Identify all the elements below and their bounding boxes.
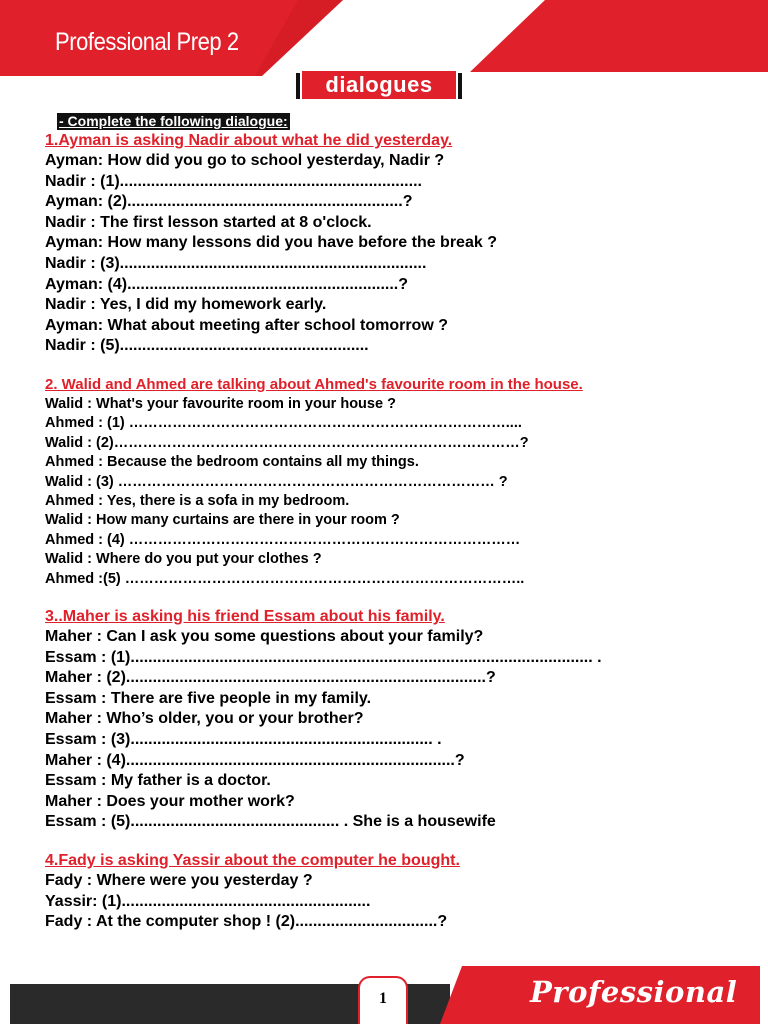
dialogue-line: Ayman: How did you go to school yesterday, Nadir ? [45,152,445,169]
dialogue-line: Walid : Where do you put your clothes ? [45,551,322,568]
dialogue-line: Walid : How many curtains are there in your room ? [45,512,400,529]
dialogue-3 [45,607,745,833]
page-number: 1 [358,976,408,1024]
dialogue-line: Maher : (4)..........................................................................? [45,751,465,769]
dialogue-line: Maher : (2).................................................................................? [45,669,496,687]
dialogue-line: Ahmed : Yes, there is a sofa in my bedroom. [45,492,350,509]
dialogue-line: Nadir : (3)..................................................................... [45,254,427,272]
dialogue-title: 1.Ayman is asking Nadir about what he did yesterday. [45,132,453,149]
dialogue-line: Yassir: (1)........................................................ [45,892,371,910]
dialogue-line: Maher : Can I ask you some questions about your family? [45,628,484,645]
dialogue-line: Maher : Does your mother work? [45,792,295,810]
dialogue-line: Essam : There are five people in my family. [45,689,372,707]
dialogue-line: Ahmed : Because the bedroom contains all my things. [45,454,419,471]
dialogue-line: Walid : What's your favourite room in your house ? [45,395,396,412]
brand-logo-text: Professional [530,975,738,1009]
badge-left-bracket [296,73,300,99]
dialogue-1 [45,131,745,357]
dialogue-2 [45,375,745,589]
dialogue-title: 3..Maher is asking his friend Essam about his family. [45,608,445,625]
dialogue-line: Ahmed : (1) …………………………………………………………………….... [45,415,522,432]
instruction-row [45,113,745,131]
dialogue-line: Essam : My father is a doctor. [45,772,271,790]
dialogue-line: Ayman: What about meeting after school tomorrow ? [45,316,448,334]
dialogue-line: Ayman: (4).............................................................? [45,275,409,293]
dialogue-4 [45,851,745,933]
dialogue-line: Nadir : The first lesson started at 8 o'clock. [45,213,372,231]
worksheet-content [45,113,745,933]
dialogue-line: Fady : At the computer shop ! (2)................................? [45,913,448,931]
dialogue-title: 2. Walid and Ahmed are talking about Ahmed's favourite room in the house. [45,375,583,393]
dialogue-line: Nadir : (5)........................................................ [45,337,369,355]
dialogue-line: Maher : Who’s older, you or your brother? [45,710,364,728]
dialogue-line: Nadir : (1).................................................................... [45,172,422,190]
dialogue-title: 4.Fady is asking Yassir about the computer he bought. [45,851,460,869]
dialogue-line: Ayman: How many lessons did you have before the break ? [45,234,497,252]
dialogue-line: Ayman: (2)..............................................................? [45,193,413,211]
instruction-label: - Complete the following dialogue: [59,113,288,129]
badge-right-bracket [458,73,462,99]
dialogue-line: Walid : (3) …………………………………………………………………… ? [45,473,508,490]
dialogue-line: Fady : Where were you yesterday ? [45,871,313,889]
dialogue-line: Nadir : Yes, I did my homework early. [45,296,327,314]
dialogue-line: Essam : (3).................................................................... . [45,730,442,748]
section-label: dialogues [302,71,456,99]
header-title: Professional Prep 2 [55,28,239,56]
dialogue-line: Ahmed :(5) ……………………………………………………………………….. [45,570,525,587]
section-badge [296,71,462,101]
dialogue-line: Essam : (5)............................................... . She is a housewife [45,813,496,831]
dialogue-line: Essam : (1)........................................................................................................ . [45,648,602,666]
dialogue-line: Walid : (2)…………………………………………………………………………? [45,434,529,451]
dialogue-line: Ahmed : (4) ……………………………………………………………………… [45,531,521,548]
